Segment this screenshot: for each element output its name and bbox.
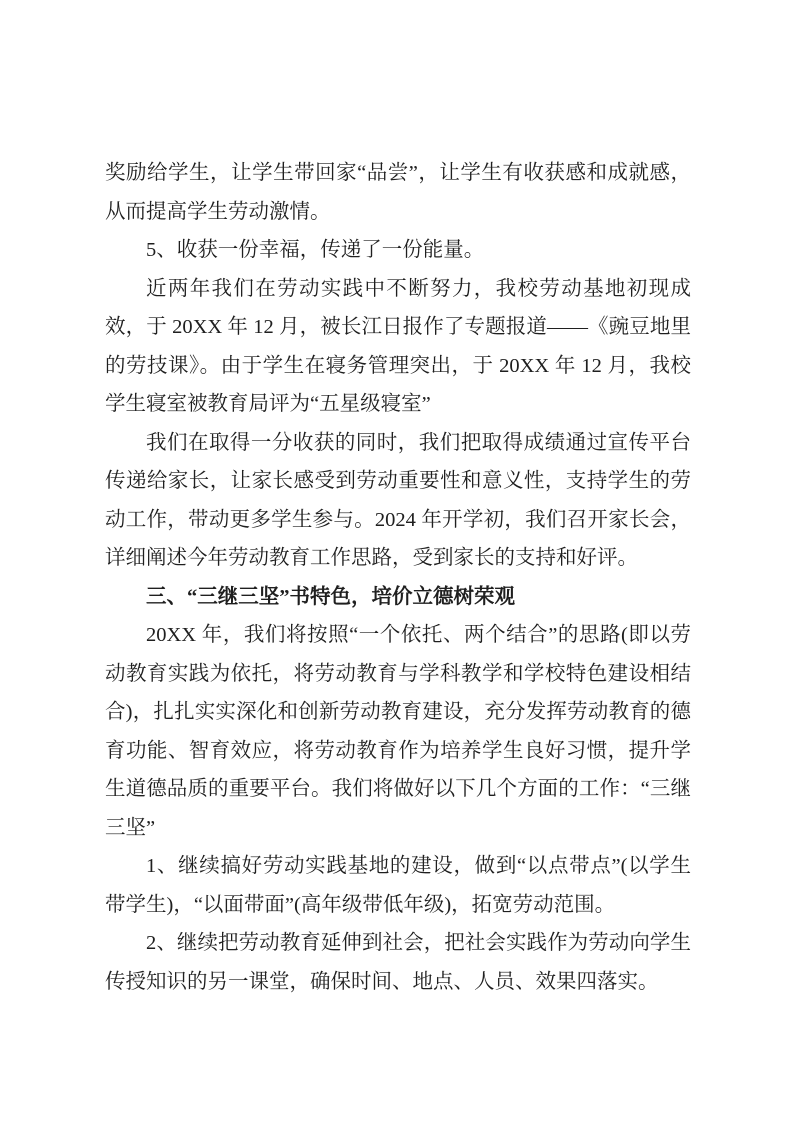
paragraph-plan-overview: 20XX 年，我们将按照“一个依托、两个结合”的思路(即以劳动教育实践为依托，将劳动教育与学科教学和学校特色建设相结合)，扎扎实实深化和创新劳动教育建设，充分发挥劳动教育的德育功能、智育效应，将劳动教育作为培养学生良好习惯，提升学生道德品质的重要平台。我们将做好以下几个方面的工作：“三继三坚” bbox=[105, 624, 691, 839]
numbered-point-5: 5、收获一份幸福，传递了一份能量。 bbox=[146, 239, 485, 261]
numbered-point-1: 1、继续搞好劳动实践基地的建设，做到“以点带点”(以学生带学生)，“以面带面”(高年级带低年级)，拓宽劳动范围。 bbox=[105, 855, 691, 916]
section-heading: 三、“三继三坚”书特色，培价立德树荣观 bbox=[146, 585, 515, 608]
paragraph-parent-communication: 我们在取得一分收获的同时，我们把取得成绩通过宣传平台传递给家长，让家长感受到劳动重要性和意义性，支持学生的劳动工作，带动更多学生参与。2024 年开学初，我们召开家长会，详细阐述今年劳动教育工作思路，受到家长的支持和好评。 bbox=[105, 431, 691, 569]
document-text-block bbox=[105, 154, 691, 1001]
paragraph-continuation: 奖励给学生，让学生带回家“品尝”，让学生有收获感和成就感，从而提高学生劳动激情。 bbox=[105, 162, 691, 223]
numbered-point-2: 2、继续把劳动教育延伸到社会，把社会实践作为劳动向学生传授知识的另一课堂，确保时间、地点、人员、效果四落实。 bbox=[105, 932, 691, 993]
paragraph-achievements: 近两年我们在劳动实践中不断努力，我校劳动基地初现成效，于 20XX 年 12 月，被长江日报作了专题报道——《豌豆地里的劳技课》。由于学生在寝务管理突出，于 20XX 年 12 月，我校学生寝室被教育局评为“五星级寝室” bbox=[105, 277, 691, 415]
